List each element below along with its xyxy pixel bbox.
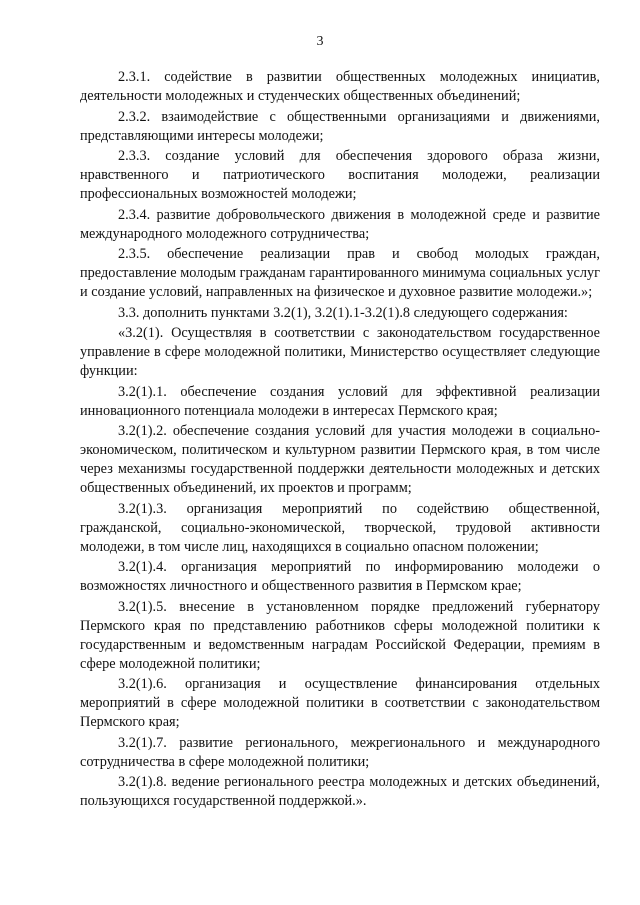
paragraph-3-2-1-3: 3.2(1).3. организация мероприятий по содействию общественной, гражданской, социально-экономической, творческой, трудовой активности молодежи, в том числе лиц, находящихся в социально опасном положении;	[80, 500, 600, 555]
paragraph-3-2-1-1: 3.2(1).1. обеспечение создания условий для эффективной реализации инновационного потенциала молодежи в интересах Пермского края;	[80, 383, 600, 419]
paragraph-2-3-1: 2.3.1. содействие в развитии общественных молодежных инициатив, деятельности молодежных и студенческих общественных объединений;	[80, 69, 600, 104]
paragraph-2-3-3: 2.3.3. создание условий для обеспечения здорового образа жизни, нравственного и патриотического воспитания молодежи, реализации профессиональных возможностей молодежи;	[80, 148, 600, 202]
paragraph-3-2-1-intro: «3.2(1). Осуществляя в соответствии с законодательством государственное управление в сфере молодежной политики, Министерство осуществляет следующие функции:	[80, 325, 600, 379]
paragraph-2-3-5: 2.3.5. обеспечение реализации прав и свобод молодых граждан, предоставление молодым гражданам гарантированного минимума социальных услуг и создание условий, направленных на физическое и духовное развитие молодежи.»;	[80, 246, 600, 300]
paragraph-3-3: 3.3. дополнить пунктами 3.2(1), 3.2(1).1-3.2(1).8 следующего содержания:	[118, 304, 568, 321]
paragraph-3-2-1-2: 3.2(1).2. обеспечение создания условий для участия молодежи в социально-экономическом, политическом и культурном развитии Пермского края, в том числе через механизмы государственной поддержки деятельности молодежных и детских общественных объединений, их проектов и программ;	[80, 423, 600, 496]
paragraph-3-2-1-8: 3.2(1).8. ведение регионального реестра молодежных и детских объединений, пользующихся государственной поддержкой.».	[80, 774, 600, 809]
page-number: 3	[316, 34, 324, 49]
paragraph-3-2-1-5: 3.2(1).5. внесение в установленном порядке предложений губернатору Пермского края по представлению работников сферы молодежной политики к государственным и ведомственным наградам Российской Федерации, премиям в сфере молодежной политики;	[80, 598, 600, 672]
paragraph-3-2-1-6: 3.2(1).6. организация и осуществление финансирования отдельных мероприятий в сфере молодежной политики в соответствии с законодательством Пермского края;	[80, 676, 600, 730]
paragraph-2-3-4: 2.3.4. развитие добровольческого движения в молодежной среде и развитие международного молодежного сотрудничества;	[80, 206, 600, 242]
paragraph-2-3-2: 2.3.2. взаимодействие с общественными организациями и движениями, представляющими интересы молодежи;	[80, 108, 600, 144]
document-body	[80, 68, 600, 813]
paragraph-3-2-1-4: 3.2(1).4. организация мероприятий по информированию молодежи о возможностях личностного и общественного развития в Пермском крае;	[80, 559, 600, 594]
paragraph-3-2-1-7: 3.2(1).7. развитие регионального, межрегионального и международного сотрудничества в сфере молодежной политики;	[80, 734, 600, 770]
